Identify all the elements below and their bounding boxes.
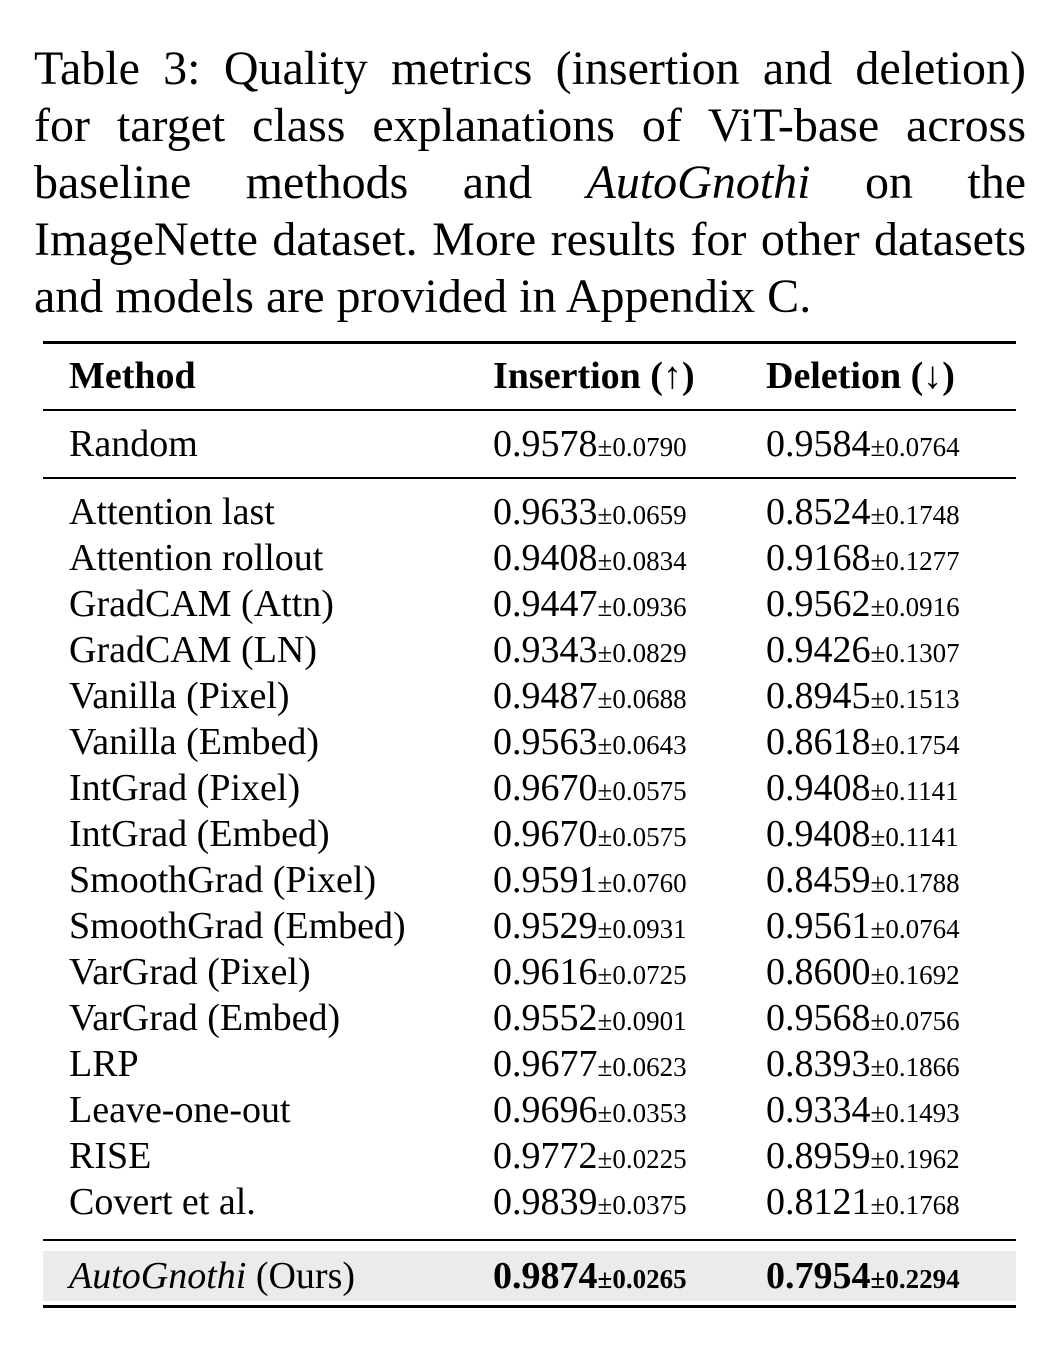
insertion-std: ±0.0353 (597, 1098, 687, 1128)
insertion-std: ±0.0225 (597, 1144, 687, 1174)
table-row (43, 489, 1016, 535)
insertion-std: ±0.0834 (597, 546, 687, 576)
deletion-value (766, 811, 959, 857)
table-header-row (43, 353, 1016, 399)
insertion-mean: 0.9670 (493, 767, 598, 809)
insertion-value (493, 903, 687, 949)
insertion-std: ±0.0659 (597, 500, 687, 530)
table-row (43, 949, 1016, 995)
method-name: Vanilla (Embed) (69, 721, 320, 763)
table-row (43, 1133, 1016, 1179)
header-method: Method (69, 355, 196, 397)
insertion-std: ±0.0760 (597, 868, 687, 898)
insertion-value (493, 1253, 687, 1299)
insertion-mean: 0.9552 (493, 997, 598, 1039)
deletion-value (766, 857, 960, 903)
method-name: Vanilla (Pixel) (69, 675, 290, 717)
deletion-std: ±0.1493 (870, 1098, 960, 1128)
insertion-std: ±0.0643 (597, 730, 687, 760)
table-row (43, 1179, 1016, 1225)
insertion-value (493, 1087, 687, 1133)
insertion-value (493, 811, 687, 857)
insertion-mean: 0.9839 (493, 1181, 598, 1223)
bottom-rule (43, 1305, 1016, 1308)
insertion-value (493, 719, 687, 765)
deletion-value (766, 903, 960, 949)
insertion-std: ±0.0688 (597, 684, 687, 714)
deletion-std: ±0.0764 (870, 432, 960, 462)
table-row (43, 811, 1016, 857)
insertion-value (493, 995, 687, 1041)
insertion-mean: 0.9591 (493, 859, 598, 901)
table-row (43, 673, 1016, 719)
deletion-std: ±0.1141 (870, 822, 959, 852)
deletion-mean: 0.9426 (766, 629, 871, 671)
deletion-value (766, 673, 960, 719)
deletion-std: ±0.1748 (870, 500, 960, 530)
table-caption (34, 40, 1026, 325)
deletion-mean: 0.9562 (766, 583, 871, 625)
insertion-std: ±0.0265 (597, 1264, 687, 1294)
insertion-mean: 0.9677 (493, 1043, 598, 1085)
insertion-std: ±0.0725 (597, 960, 687, 990)
top-rule (43, 341, 1016, 344)
table-row (43, 627, 1016, 673)
insertion-std: ±0.0829 (597, 638, 687, 668)
deletion-std: ±0.1307 (870, 638, 960, 668)
insertion-std: ±0.0790 (597, 432, 687, 462)
insertion-std: ±0.0936 (597, 592, 687, 622)
baseline-rule (43, 477, 1016, 479)
deletion-std: ±0.0916 (870, 592, 960, 622)
deletion-std: ±0.0764 (870, 914, 960, 944)
caption-text-before: Quality metrics (insertion and deletion) for target class explanations of ViT-base across baseline methods and (34, 42, 1027, 209)
caption-text-after: on the ImageNette dataset. More results for other datasets and models are provided in Appendix C. (34, 156, 1027, 323)
deletion-mean: 0.9408 (766, 767, 871, 809)
ours-row (43, 1253, 1016, 1299)
ours-top-rule (43, 1239, 1016, 1241)
method-name: Covert et al. (69, 1181, 256, 1223)
insertion-std: ±0.0623 (597, 1052, 687, 1082)
method-name: VarGrad (Pixel) (69, 951, 311, 993)
insertion-mean: 0.9529 (493, 905, 598, 947)
header-rule (43, 409, 1016, 411)
table-row (43, 857, 1016, 903)
table-row (43, 995, 1016, 1041)
header-deletion: Deletion (↓) (766, 355, 955, 397)
deletion-std: ±0.1866 (870, 1052, 960, 1082)
method-name: VarGrad (Embed) (69, 997, 341, 1039)
deletion-mean: 0.8945 (766, 675, 871, 717)
method-name (69, 1253, 355, 1299)
insertion-mean: 0.9578 (493, 423, 598, 465)
method-name: Random (69, 423, 198, 465)
deletion-mean: 0.9168 (766, 537, 871, 579)
method-name: RISE (69, 1135, 152, 1177)
deletion-value (766, 535, 960, 581)
deletion-mean: 0.9561 (766, 905, 871, 947)
method-name: Leave-one-out (69, 1089, 291, 1131)
deletion-mean: 0.8121 (766, 1181, 871, 1223)
method-name: GradCAM (Attn) (69, 583, 334, 625)
insertion-value (493, 1041, 687, 1087)
deletion-mean: 0.8524 (766, 491, 871, 533)
table-row (43, 903, 1016, 949)
baseline-row (43, 421, 1016, 467)
table-row (43, 1087, 1016, 1133)
method-name: IntGrad (Embed) (69, 813, 330, 855)
deletion-value (766, 1253, 960, 1299)
deletion-value (766, 581, 960, 627)
deletion-mean: 0.8959 (766, 1135, 871, 1177)
insertion-value (493, 581, 687, 627)
insertion-value (493, 535, 687, 581)
caption-label: Table 3: (34, 42, 201, 95)
deletion-value (766, 627, 960, 673)
insertion-mean: 0.9696 (493, 1089, 598, 1131)
method-name: Attention rollout (69, 537, 324, 579)
deletion-std: ±0.1277 (870, 546, 960, 576)
insertion-std: ±0.0575 (597, 822, 687, 852)
table-row (43, 581, 1016, 627)
insertion-value (493, 765, 687, 811)
table-row (43, 1041, 1016, 1087)
insertion-value (493, 489, 687, 535)
deletion-value (766, 1041, 960, 1087)
deletion-mean: 0.9568 (766, 997, 871, 1039)
deletion-mean: 0.9334 (766, 1089, 871, 1131)
deletion-std: ±0.1692 (870, 960, 960, 990)
deletion-mean: 0.8618 (766, 721, 871, 763)
deletion-value (766, 949, 960, 995)
insertion-value (493, 1133, 687, 1179)
deletion-value (766, 719, 960, 765)
ours-method-name: AutoGnothi (69, 1255, 247, 1297)
insertion-mean: 0.9616 (493, 951, 598, 993)
method-name: SmoothGrad (Embed) (69, 905, 406, 947)
insertion-value (493, 949, 687, 995)
deletion-mean: 0.7954 (766, 1255, 871, 1297)
insertion-mean: 0.9633 (493, 491, 598, 533)
insertion-mean: 0.9487 (493, 675, 598, 717)
deletion-value (766, 421, 960, 467)
deletion-std: ±0.1962 (870, 1144, 960, 1174)
deletion-std: ±0.1513 (870, 684, 960, 714)
deletion-value (766, 1133, 960, 1179)
deletion-std: ±0.1141 (870, 776, 959, 806)
deletion-std: ±0.1768 (870, 1190, 960, 1220)
deletion-std: ±0.1788 (870, 868, 960, 898)
insertion-mean: 0.9343 (493, 629, 598, 671)
deletion-value (766, 995, 960, 1041)
deletion-std: ±0.2294 (870, 1264, 960, 1294)
insertion-mean: 0.9670 (493, 813, 598, 855)
insertion-std: ±0.0931 (597, 914, 687, 944)
deletion-mean: 0.9408 (766, 813, 871, 855)
deletion-mean: 0.8600 (766, 951, 871, 993)
method-name: GradCAM (LN) (69, 629, 318, 671)
deletion-value (766, 489, 960, 535)
insertion-std: ±0.0901 (597, 1006, 687, 1036)
insertion-mean: 0.9874 (493, 1255, 598, 1297)
deletion-value (766, 1087, 960, 1133)
table-row (43, 719, 1016, 765)
insertion-mean: 0.9447 (493, 583, 598, 625)
header-insertion: Insertion (↑) (493, 355, 695, 397)
insertion-mean: 0.9408 (493, 537, 598, 579)
method-name: Attention last (69, 491, 275, 533)
ours-method-suffix: (Ours) (255, 1255, 356, 1297)
caption-method-name: AutoGnothi (586, 156, 811, 209)
deletion-mean: 0.9584 (766, 423, 871, 465)
deletion-mean: 0.8393 (766, 1043, 871, 1085)
method-name: IntGrad (Pixel) (69, 767, 301, 809)
deletion-std: ±0.1754 (870, 730, 960, 760)
deletion-std: ±0.0756 (870, 1006, 960, 1036)
deletion-value (766, 765, 959, 811)
insertion-value (493, 421, 687, 467)
table-row (43, 535, 1016, 581)
method-name: LRP (69, 1043, 139, 1085)
method-name: SmoothGrad (Pixel) (69, 859, 377, 901)
insertion-value (493, 1179, 687, 1225)
insertion-value (493, 673, 687, 719)
deletion-mean: 0.8459 (766, 859, 871, 901)
table-row (43, 765, 1016, 811)
deletion-value (766, 1179, 960, 1225)
insertion-mean: 0.9772 (493, 1135, 598, 1177)
insertion-mean: 0.9563 (493, 721, 598, 763)
insertion-value (493, 857, 687, 903)
insertion-std: ±0.0575 (597, 776, 687, 806)
insertion-value (493, 627, 687, 673)
insertion-std: ±0.0375 (597, 1190, 687, 1220)
